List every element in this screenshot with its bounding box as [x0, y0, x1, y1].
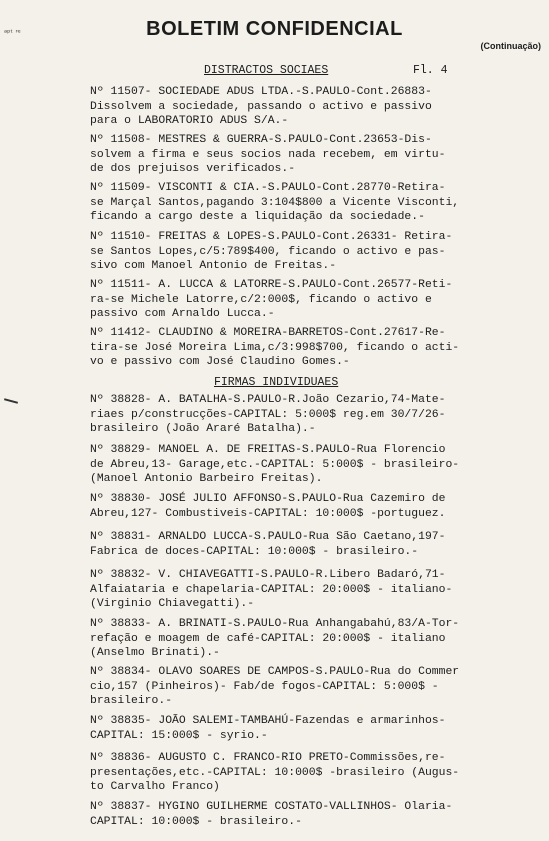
entry-line: to Carvalho Franco) [90, 781, 220, 793]
entry-line: Nº 38836- AUGUSTO C. FRANCO-RIO PRETO-Commissões,re- [90, 752, 446, 764]
entry-line: Nº 38828- A. BATALHA-S.PAULO-R.João Cezario,74-Mate- [90, 394, 446, 406]
entry-line: brasileiro.- [90, 695, 173, 707]
distracto-entry [90, 278, 520, 322]
entry-line: Nº 11507- SOCIEDADE ADUS LTDA.-S.PAULO-Cont.26883- [90, 86, 432, 98]
entry-line: riaes p/construcções-CAPITAL: 5:000$ reg.em 30/7/26- [90, 408, 446, 421]
firma-entry [90, 665, 520, 709]
entry-line: passivo com Arnaldo Lucca.- [90, 308, 275, 320]
entry-line: (Manoel Antonio Barbeiro Freitas). [90, 473, 323, 485]
distracto-entry [90, 230, 520, 274]
entry-line: se Marçal Santos,pagando 3:104$800 a Vicente Visconti, [90, 196, 460, 209]
firma-entry [90, 492, 520, 521]
distracto-entry [90, 133, 520, 177]
entry-line: Nº 38834- OLAVO SOARES DE CAMPOS-S.PAULO-Rua do Commer [90, 666, 460, 678]
entry-line: Nº 11412- CLAUDINO & MOREIRA-BARRETOS-Cont.27617-Re- [90, 327, 446, 339]
entry-line: tira-se José Moreira Lima,c/3:998$700, ficando o acti- [90, 341, 460, 354]
distracto-entry [90, 85, 520, 129]
entry-line: Nº 38831- ARNALDO LUCCA-S.PAULO-Rua São Caetano,197- [90, 531, 446, 543]
entry-line: Nº 38833- A. BRINATI-S.PAULO-Rua Anhangabahú,83/A-Tor- [90, 618, 460, 630]
firma-entry [90, 751, 520, 795]
entry-line: vo e passivo com José Claudino Gomes.- [90, 356, 350, 368]
entry-line: Nº 11510- FREITAS & LOPES-S.PAULO-Cont.26331- Retira- [90, 231, 453, 243]
entry-line: (Virginio Chiavegatti).- [90, 598, 255, 610]
entry-line: Nº 38830- JOSÉ JULIO AFFONSO-S.PAULO-Rua Cazemiro de [90, 493, 446, 505]
firma-entry [90, 393, 520, 437]
firma-entry [90, 443, 520, 487]
entry-line: brasileiro (João Araré Batalha).- [90, 423, 316, 435]
entry-line: Nº 38829- MANOEL A. DE FREITAS-S.PAULO-Rua Florencio [90, 444, 446, 456]
continuation-label: (Continuação) [480, 41, 541, 51]
entry-line: Nº 11509- VISCONTI & CIA.-S.PAULO-Cont.28770-Retira- [90, 182, 446, 194]
distracto-entry [90, 326, 520, 370]
entry-line: para o LABORATORIO ADUS S/A.- [90, 115, 289, 127]
entry-line: refação e moagem de café-CAPITAL: 20:000$ - italiano [90, 632, 446, 645]
entry-line: Alfaiataria e chapelaria-CAPITAL: 20:000$ - italiano- [90, 583, 453, 596]
firma-entry [90, 714, 520, 743]
entry-line: Abreu,127- Combustiveis-CAPITAL: 10:000$ -portuguez. [90, 507, 446, 520]
entry-line: Nº 11511- A. LUCCA & LATORRE-S.PAULO-Cont.26577-Reti- [90, 279, 453, 291]
distracto-entry [90, 181, 520, 225]
page-number: Fl. 4 [413, 64, 448, 77]
entry-line: Fabrica de doces-CAPITAL: 10:000$ - brasileiro.- [90, 545, 419, 558]
margin-mark [4, 398, 18, 404]
page-title: BOLETIM CONFIDENCIAL [146, 18, 403, 40]
entry-line: sivo com Manoel Antonio de Freitas.- [90, 260, 337, 272]
firma-entry [90, 568, 520, 612]
section-heading-distractos: DISTRACTOS SOCIAES [204, 64, 329, 77]
section-heading-firmas: FIRMAS INDIVIDUAES [214, 376, 339, 389]
entry-line: (Anselmo Brinati).- [90, 647, 220, 659]
entry-line: CAPITAL: 10:000$ - brasileiro.- [90, 815, 302, 828]
entry-line: se Santos Lopes,c/5:789$400, ficando o activo e pas- [90, 245, 446, 258]
entry-line: Dissolvem a sociedade, passando o activo e passivo [90, 100, 432, 113]
entry-line: Nº 38832- V. CHIAVEGATTI-S.PAULO-R.Libero Badaró,71- [90, 569, 446, 581]
firma-entry [90, 617, 520, 661]
entry-line: CAPITAL: 15:000$ - syrio.- [90, 729, 268, 742]
entry-line: ra-se Michele Latorre,c/2:000$, ficando o activo e [90, 293, 432, 306]
entry-line: Nº 38837- HYGINO GUILHERME COSTATO-VALLINHOS- Olaria- [90, 801, 453, 813]
entry-line: de Abreu,13- Garage,etc.-CAPITAL: 5:000$ - brasileiro- [90, 458, 460, 471]
entry-line: Nº 38835- JOÃO SALEMI-TAMBAHÚ-Fazendas e armarinhos- [90, 715, 446, 727]
entry-line: cio,157 (Pinheiros)- Fab/de fogos-CAPITAL: 5:000$ - [90, 680, 439, 693]
handwritten-marks: ᵃᵖᵗ ʳᵉ [4, 28, 21, 37]
entry-line: solvem a firma e seus socios nada recebem, em virtu- [90, 148, 446, 161]
firma-entry [90, 800, 520, 829]
entry-line: de dos prejuisos verificados.- [90, 163, 296, 175]
entry-line: presentações,etc.-CAPITAL: 10:000$ -brasileiro (Augus- [90, 766, 460, 779]
entry-line: ficando a cargo deste a liquidação da sociedade.- [90, 211, 425, 223]
entry-line: Nº 11508- MESTRES & GUERRA-S.PAULO-Cont.23653-Dis- [90, 134, 432, 146]
firma-entry [90, 530, 520, 559]
